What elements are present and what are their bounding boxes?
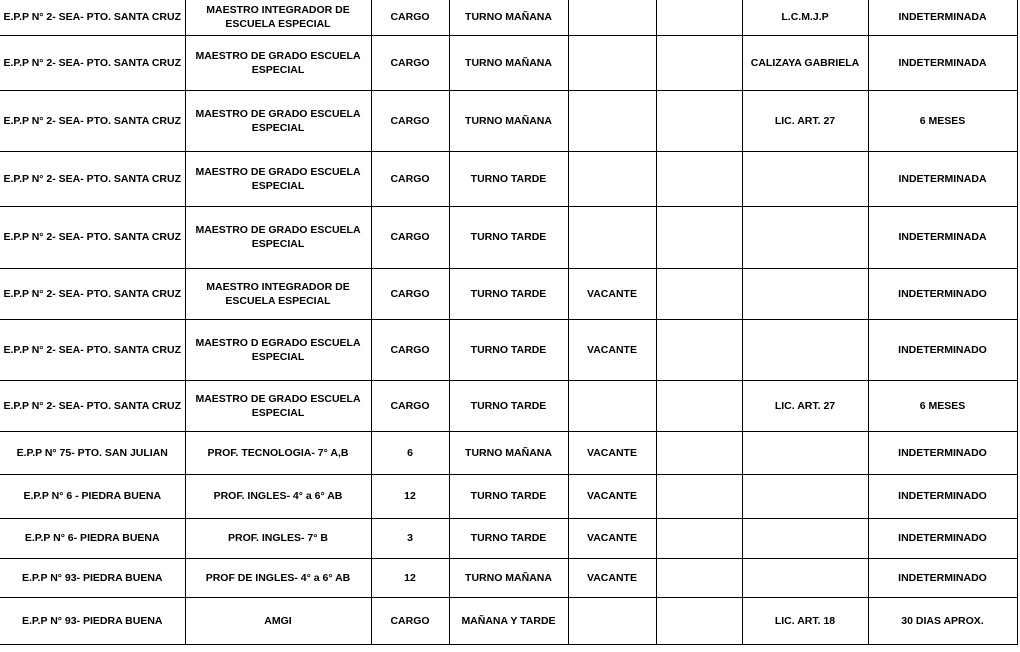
empty-cell [656,319,742,380]
duration-cell: INDETERMINADA [868,151,1017,206]
holder-cell: CALIZAYA GABRIELA [742,35,868,90]
status-cell: VACANTE [568,268,656,319]
empty-cell [656,35,742,90]
shift-cell: TURNO TARDE [449,206,568,268]
position-cell: MAESTRO DE GRADO ESCUELA ESPECIAL [185,35,371,90]
empty-cell [656,151,742,206]
hours-cell: CARGO [371,35,449,90]
duration-cell: INDETERMINADA [868,0,1017,35]
empty-cell [656,558,742,597]
duration-cell: 30 DIAS APROX. [868,597,1017,644]
hours-cell: CARGO [371,268,449,319]
shift-cell: TURNO TARDE [449,474,568,518]
table-row [0,90,1017,151]
empty-cell [656,90,742,151]
school-cell: E.P.P N° 2- SEA- PTO. SANTA CRUZ [0,206,185,268]
duration-cell: INDETERMINADO [868,518,1017,558]
holder-cell: LIC. ART. 18 [742,597,868,644]
table-row [0,558,1017,597]
school-cell: E.P.P N° 6 - PIEDRA BUENA [0,474,185,518]
table-row [0,319,1017,380]
position-cell: MAESTRO DE GRADO ESCUELA ESPECIAL [185,380,371,431]
holder-cell [742,268,868,319]
status-cell: VACANTE [568,431,656,474]
school-cell: E.P.P N° 2- SEA- PTO. SANTA CRUZ [0,319,185,380]
hours-cell: CARGO [371,151,449,206]
position-cell: AMGI [185,597,371,644]
school-cell: E.P.P N° 2- SEA- PTO. SANTA CRUZ [0,268,185,319]
hours-cell: CARGO [371,319,449,380]
holder-cell [742,319,868,380]
status-cell: VACANTE [568,558,656,597]
status-cell [568,35,656,90]
school-cell: E.P.P N° 93- PIEDRA BUENA [0,558,185,597]
table-row [0,151,1017,206]
holder-cell [742,474,868,518]
empty-cell [656,474,742,518]
school-cell: E.P.P N° 2- SEA- PTO. SANTA CRUZ [0,0,185,35]
holder-cell [742,206,868,268]
shift-cell: TURNO MAÑANA [449,90,568,151]
shift-cell: TURNO TARDE [449,151,568,206]
table-row [0,35,1017,90]
table-row [0,0,1017,35]
school-cell: E.P.P N° 2- SEA- PTO. SANTA CRUZ [0,90,185,151]
position-cell: MAESTRO INTEGRADOR DE ESCUELA ESPECIAL [185,268,371,319]
status-cell [568,597,656,644]
school-cell: E.P.P N° 75- PTO. SAN JULIAN [0,431,185,474]
holder-cell: L.C.M.J.P [742,0,868,35]
empty-cell [656,518,742,558]
table-row [0,518,1017,558]
hours-cell: CARGO [371,0,449,35]
shift-cell: TURNO TARDE [449,518,568,558]
shift-cell: MAÑANA Y TARDE [449,597,568,644]
holder-cell: LIC. ART. 27 [742,90,868,151]
hours-cell: 6 [371,431,449,474]
hours-cell: 12 [371,474,449,518]
shift-cell: TURNO MAÑANA [449,431,568,474]
hours-cell: 12 [371,558,449,597]
status-cell: VACANTE [568,319,656,380]
duration-cell: INDETERMINADO [868,558,1017,597]
position-cell: MAESTRO DE GRADO ESCUELA ESPECIAL [185,206,371,268]
duration-cell: INDETERMINADA [868,35,1017,90]
school-cell: E.P.P N° 2- SEA- PTO. SANTA CRUZ [0,151,185,206]
empty-cell [656,206,742,268]
position-cell: MAESTRO DE GRADO ESCUELA ESPECIAL [185,90,371,151]
holder-cell [742,151,868,206]
shift-cell: TURNO MAÑANA [449,35,568,90]
empty-cell [656,268,742,319]
table-row [0,380,1017,431]
empty-cell [656,431,742,474]
duration-cell: INDETERMINADO [868,474,1017,518]
shift-cell: TURNO TARDE [449,319,568,380]
hours-cell: CARGO [371,380,449,431]
duration-cell: INDETERMINADO [868,268,1017,319]
hours-cell: CARGO [371,597,449,644]
position-cell: PROF. TECNOLOGIA- 7° A,B [185,431,371,474]
status-cell [568,151,656,206]
holder-cell [742,431,868,474]
empty-cell [656,597,742,644]
hours-cell: CARGO [371,206,449,268]
duration-cell: INDETERMINADA [868,206,1017,268]
duration-cell: 6 MESES [868,90,1017,151]
table-row [0,206,1017,268]
position-cell: PROF. INGLES- 4° a 6° AB [185,474,371,518]
status-cell: VACANTE [568,474,656,518]
holder-cell: LIC. ART. 27 [742,380,868,431]
shift-cell: TURNO MAÑANA [449,558,568,597]
position-cell: MAESTRO INTEGRADOR DE ESCUELA ESPECIAL [185,0,371,35]
shift-cell: TURNO MAÑANA [449,0,568,35]
status-cell: VACANTE [568,518,656,558]
table-row [0,268,1017,319]
status-cell [568,90,656,151]
status-cell [568,206,656,268]
duration-cell: INDETERMINADO [868,431,1017,474]
table-row [0,474,1017,518]
position-cell: MAESTRO DE GRADO ESCUELA ESPECIAL [185,151,371,206]
empty-cell [656,380,742,431]
school-cell: E.P.P N° 93- PIEDRA BUENA [0,597,185,644]
shift-cell: TURNO TARDE [449,380,568,431]
status-cell [568,380,656,431]
duration-cell: 6 MESES [868,380,1017,431]
school-cell: E.P.P N° 6- PIEDRA BUENA [0,518,185,558]
school-cell: E.P.P N° 2- SEA- PTO. SANTA CRUZ [0,35,185,90]
duration-cell: INDETERMINADO [868,319,1017,380]
holder-cell [742,558,868,597]
table-row [0,431,1017,474]
hours-cell: CARGO [371,90,449,151]
shift-cell: TURNO TARDE [449,268,568,319]
hours-cell: 3 [371,518,449,558]
position-cell: MAESTRO D EGRADO ESCUELA ESPECIAL [185,319,371,380]
empty-cell [656,0,742,35]
position-cell: PROF DE INGLES- 4° a 6° AB [185,558,371,597]
holder-cell [742,518,868,558]
school-cell: E.P.P N° 2- SEA- PTO. SANTA CRUZ [0,380,185,431]
status-cell [568,0,656,35]
table-row [0,597,1017,644]
position-cell: PROF. INGLES- 7° B [185,518,371,558]
